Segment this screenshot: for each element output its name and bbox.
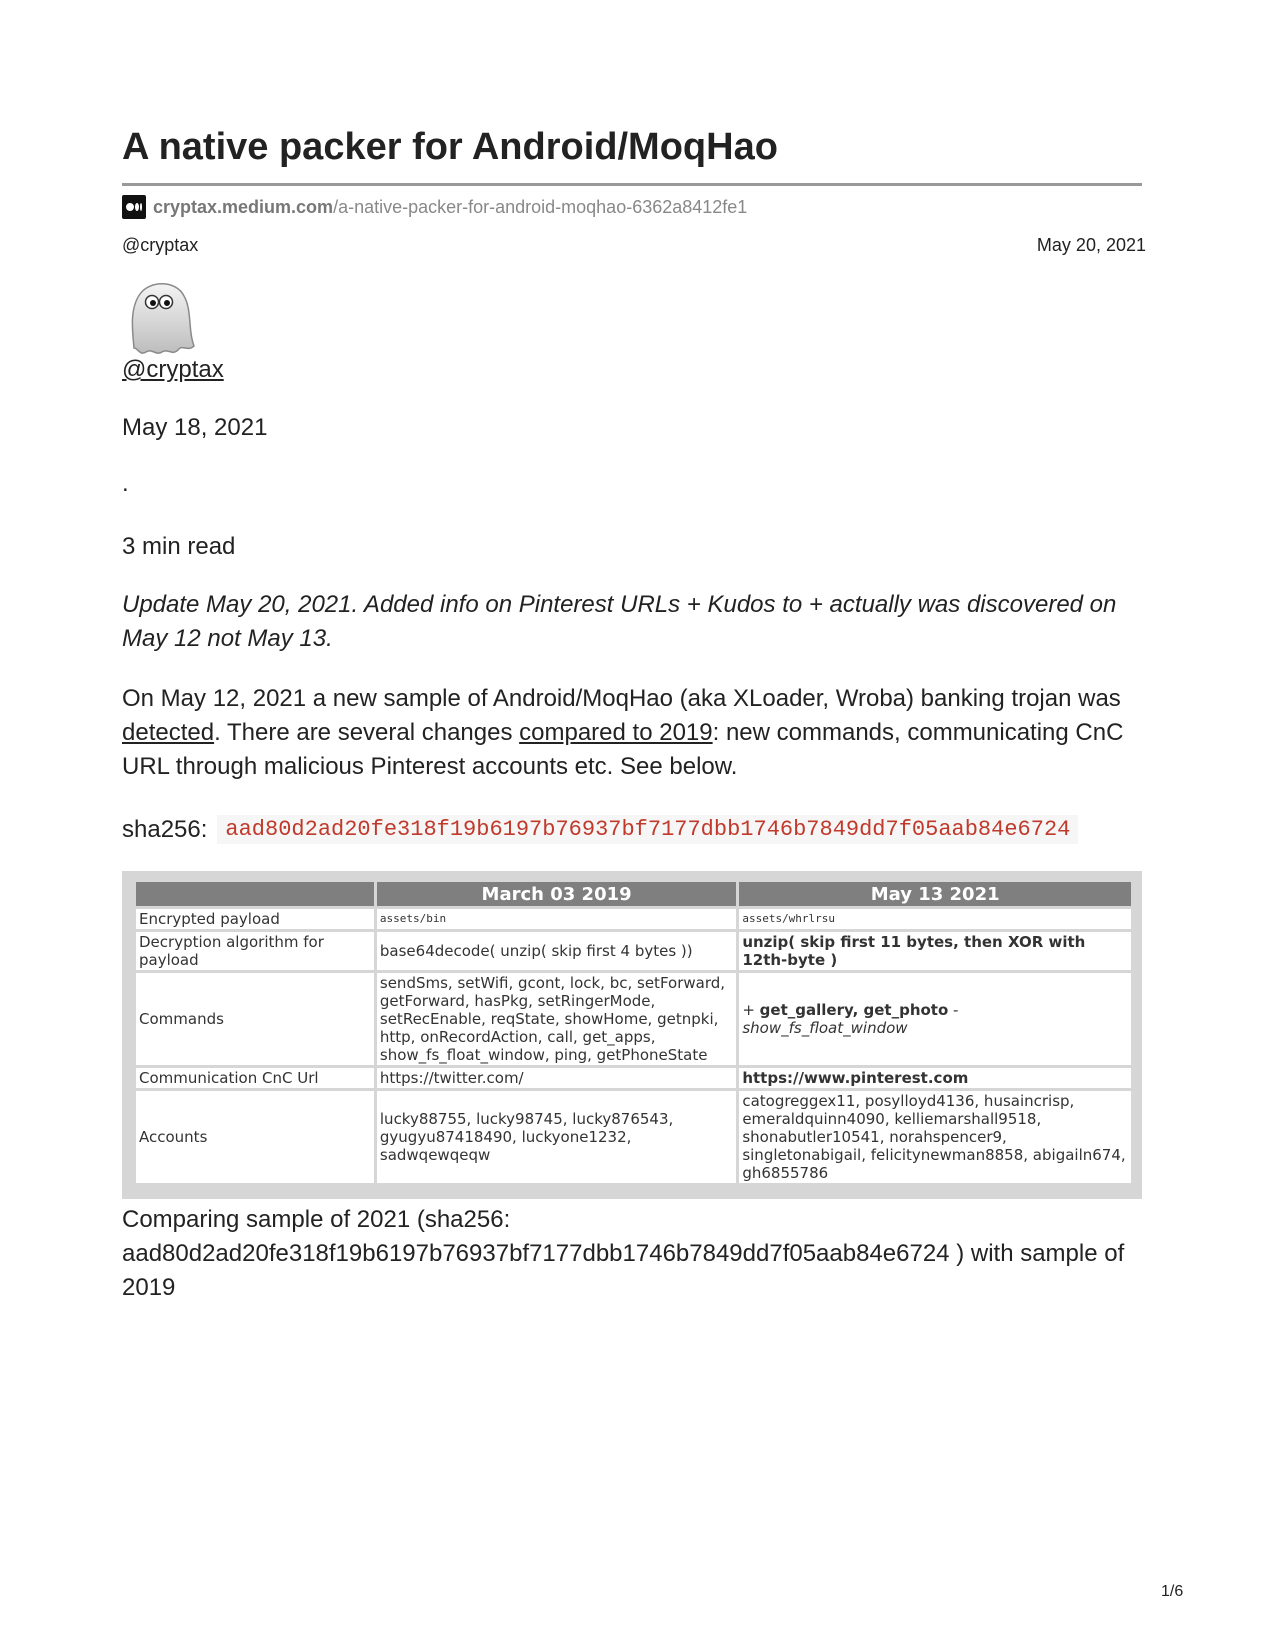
added-commands: get_gallery, get_photo (759, 1001, 949, 1019)
row-label: Commands (136, 973, 374, 1065)
source-path: /a-native-packer-for-android-moqhao-6362a8412fe1 (333, 196, 748, 217)
page-number: 1/6 (1161, 1583, 1184, 1600)
cell-2019: https://twitter.com/ (377, 1068, 736, 1088)
intro-text-3: : new commands, communicating CnC URL through malicious Pinterest accounts etc. See below. (122, 719, 1124, 780)
row-label: Encrypted payload (136, 909, 374, 929)
source-domain: cryptax.medium.com (153, 196, 334, 217)
plus-sign: + (742, 1001, 760, 1019)
removed-commands: show_fs_float_window (742, 1019, 908, 1037)
page-title: A native packer for Android/MoqHao (122, 126, 778, 168)
compared-to-2019-link[interactable]: compared to 2019 (519, 719, 713, 746)
cell-2021 (739, 932, 1131, 970)
meta-date: May 20, 2021 (1036, 235, 1146, 255)
table-header: March 03 2019 (377, 882, 736, 906)
comparison-table-image (122, 871, 1142, 1199)
table-row (136, 1091, 1131, 1183)
table-header (136, 882, 374, 906)
medium-logo-icon (122, 195, 146, 219)
meta-author: @cryptax (122, 235, 199, 255)
cell-2021 (739, 973, 1131, 1065)
source-link[interactable] (122, 195, 747, 219)
sha256-label: sha256: (122, 815, 208, 843)
table-caption: Comparing sample of 2021 (sha256: aad80d2ad20fe318f19b6197b76937bf7177dbb1746b7849dd7f05aab84e6724 ) with sample of 2019 (122, 1206, 1125, 1301)
table-row (136, 932, 1131, 970)
table-header: May 13 2021 (739, 882, 1131, 906)
cell-2019: lucky88755, lucky98745, lucky876543, gyugyu87418490, luckyone1232, sadwqewqeqw (377, 1091, 736, 1183)
ghost-avatar-icon (122, 278, 200, 358)
table-row (136, 1068, 1131, 1088)
cell-2021-bold: https://www.pinterest.com (742, 1069, 969, 1087)
update-note: Update May 20, 2021. Added info on Pinterest URLs + Kudos to + actually was discovered on May 12 not May 13. (122, 591, 1117, 652)
intro-paragraph (122, 682, 1142, 784)
sha256-value: aad80d2ad20fe318f19b6197b76937bf7177dbb1746b7849dd7f05aab84e6724 (217, 815, 1078, 844)
comparison-table (133, 879, 1134, 1186)
meta-separator: . (122, 470, 129, 497)
row-label: Accounts (136, 1091, 374, 1183)
table-row (136, 973, 1131, 1065)
cell-2019: assets/bin (377, 909, 736, 929)
minus-sign: - (948, 1001, 959, 1019)
table-row (136, 909, 1131, 929)
detected-link[interactable]: detected (122, 719, 215, 746)
intro-text-1: On May 12, 2021 a new sample of Android/MoqHao (aka XLoader, Wroba) banking trojan was (122, 685, 1121, 712)
publish-date: May 18, 2021 (122, 414, 268, 441)
cell-2021: catogreggex11, posylloyd4136, husaincrisp, emeraldquinn4090, kelliemarshall9518, shonabutler10541, norahspencer9, singletonabigail, felicitynewman8858, abigailn674, gh6855786 (739, 1091, 1131, 1183)
cell-2019: base64decode( unzip( skip first 4 bytes )) (377, 932, 736, 970)
row-label: Communication CnC Url (136, 1068, 374, 1088)
cell-2021-bold: unzip( skip first 11 bytes, then XOR with 12th-byte ) (742, 933, 1086, 969)
cell-2019: sendSms, setWifi, gcont, lock, bc, setForward, getForward, hasPkg, setRingerMode, setRecEnable, reqState, showHome, getnpki, http, onRecordAction, call, get_apps, show_fs_float_window, ping, getPhoneState (377, 973, 736, 1065)
read-time: 3 min read (122, 533, 236, 560)
intro-text-2: . There are several changes (214, 719, 520, 746)
table-header-row (136, 882, 1131, 906)
author-link[interactable]: @cryptax (122, 356, 224, 383)
cell-2021: assets/whrlrsu (739, 909, 1131, 929)
cell-2021 (739, 1068, 1131, 1088)
title-divider (122, 183, 1142, 186)
row-label: Decryption algorithm for payload (136, 932, 374, 970)
sha256-row (122, 815, 1078, 844)
